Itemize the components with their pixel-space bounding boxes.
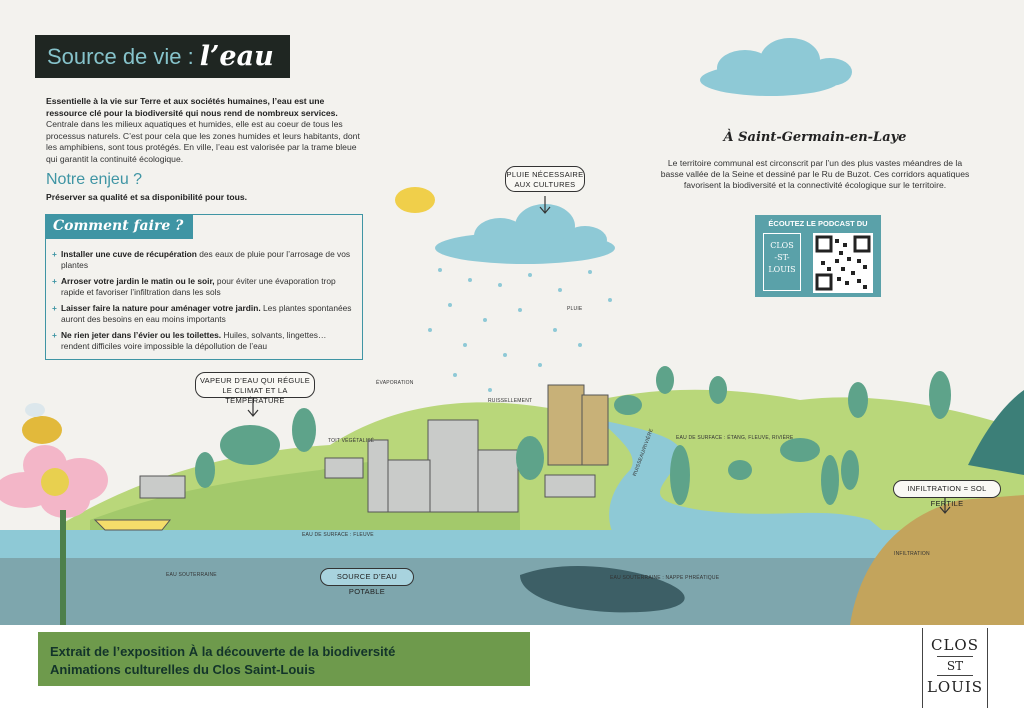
tip-bold: Installer une cuve de récupération (61, 249, 197, 259)
podcast-logo-line: -ST- (774, 253, 790, 262)
cloud-rain (435, 204, 615, 264)
tip-bold: Arroser votre jardin le matin ou le soir, (61, 276, 215, 286)
tip-item (52, 276, 357, 298)
podcast-box[interactable] (755, 215, 881, 297)
logo-word-clos: CLOS (930, 636, 979, 654)
label-eau-surface-fleuve: EAU DE SURFACE : FLEUVE (302, 532, 374, 538)
footer-line-1: Extrait de l’exposition À la découverte de la biodiversité (50, 644, 396, 659)
tip-bold: Ne rien jeter dans l’évier ou les toilettes. (61, 330, 222, 340)
tip-item (52, 303, 357, 325)
logo-word-louis: LOUIS (926, 678, 984, 696)
bubble-source: SOURCE D’EAU POTABLE (320, 568, 414, 586)
comment-faire-box (45, 214, 363, 360)
bubble-line: VAPEUR D’EAU QUI RÉGULE (199, 376, 311, 385)
intro-paragraph (46, 96, 361, 166)
logo-word-st: ST (937, 656, 973, 676)
title-script: l’eau (199, 41, 274, 72)
qr-code-icon[interactable] (813, 233, 873, 293)
tip-item (52, 249, 357, 271)
podcast-logo-line: LOUIS (768, 265, 796, 274)
tip-text: Les plantes spontanées auront des besoins en eau moins importants (61, 303, 352, 324)
label-ruissellement: RUISSELLEMENT (488, 398, 533, 404)
tips-list (52, 249, 357, 357)
podcast-title: ÉCOUTEZ LE PODCAST DU (768, 219, 868, 228)
rain-drops (428, 268, 612, 392)
sgl-text: Le territoire communal est circonscrit par l’un des plus vastes méandres de la basse vallée de la Seine et dessiné par le Ru de Buzot. Ces corridors aquatiques favorisent la biodiversité et la connectivité écologique sur le territoire. (660, 158, 970, 191)
podcast-logo (763, 233, 801, 291)
bubble-line: LE CLIMAT ET LA TEMPÉRATURE (222, 386, 288, 405)
cloud-top (700, 38, 852, 96)
footer-banner (38, 632, 530, 686)
enjeu-heading: Notre enjeu ? (46, 171, 143, 188)
intro-bold: Essentielle à la vie sur Terre et aux sociétés humaines, l’eau est une ressource clé pour la biodiversité qui nous rend de nombreux services. (46, 96, 338, 118)
label-eau-souterraine: EAU SOUTERRAINE (166, 572, 217, 578)
label-eau-surface-etang: EAU DE SURFACE : ÉTANG, FLEUVE, RIVIÈRE (676, 435, 794, 441)
intro-text: Centrale dans les milieux aquatiques et humides, elle est au coeur de tous les processus naturels. C’est pour cela que les zones humides et leurs habitants, dont les amphibiens, sont tous protégés. En ville, l’eau est valorisée par la trame bleue qui garantit la continuité écologique. (46, 119, 360, 164)
clos-st-louis-logo (922, 628, 988, 708)
poster-title (35, 35, 290, 78)
bubble-vapeur (195, 372, 315, 405)
tip-text: Huiles, solvants, lingettes… rendent difficiles voire impossible la dépollution de l’eau (61, 330, 327, 351)
tip-bold: Laisser faire la nature pour aménager votre jardin. (61, 303, 261, 313)
comment-faire-heading: Comment faire ? (45, 214, 193, 239)
enjeu-text: Préserver sa qualité et sa disponibilité pour tous. (46, 192, 248, 202)
bubble-pluie-cultures (505, 166, 585, 192)
bubble-line: AUX CULTURES (514, 180, 576, 189)
footer-line-2: Animations culturelles du Clos Saint-Louis (50, 662, 316, 677)
bird (395, 187, 435, 213)
label-nappe: EAU SOUTERRAINE : NAPPE PHRÉATIQUE (610, 575, 720, 581)
tip-text: des eaux de pluie pour l’arrosage de vos plantes (61, 249, 351, 270)
bee (22, 403, 62, 444)
label-infiltration: INFILTRATION (894, 551, 930, 557)
water-towers (548, 385, 608, 465)
bubble-line: PLUIE NÉCESSAIRE (506, 170, 584, 179)
podcast-logo-line: CLOS (770, 241, 794, 250)
label-evaporation: ÉVAPORATION (376, 380, 414, 386)
tip-text: pour éviter une évaporation trop rapide et favoriser l’infiltration dans les sols (61, 276, 336, 297)
title-prefix: Source de vie : (47, 43, 194, 69)
bubble-infiltration: INFILTRATION = SOL FERTILE (893, 480, 1001, 498)
label-toit: TOIT VÉGÉTALISÉ (328, 438, 375, 444)
tip-item (52, 330, 357, 352)
label-ruisseau: RUISSEAU/RIVIÈRE (632, 427, 655, 478)
label-pluie: PLUIE (567, 306, 583, 312)
sgl-heading: À Saint-Germain-en-Laye (723, 130, 907, 145)
